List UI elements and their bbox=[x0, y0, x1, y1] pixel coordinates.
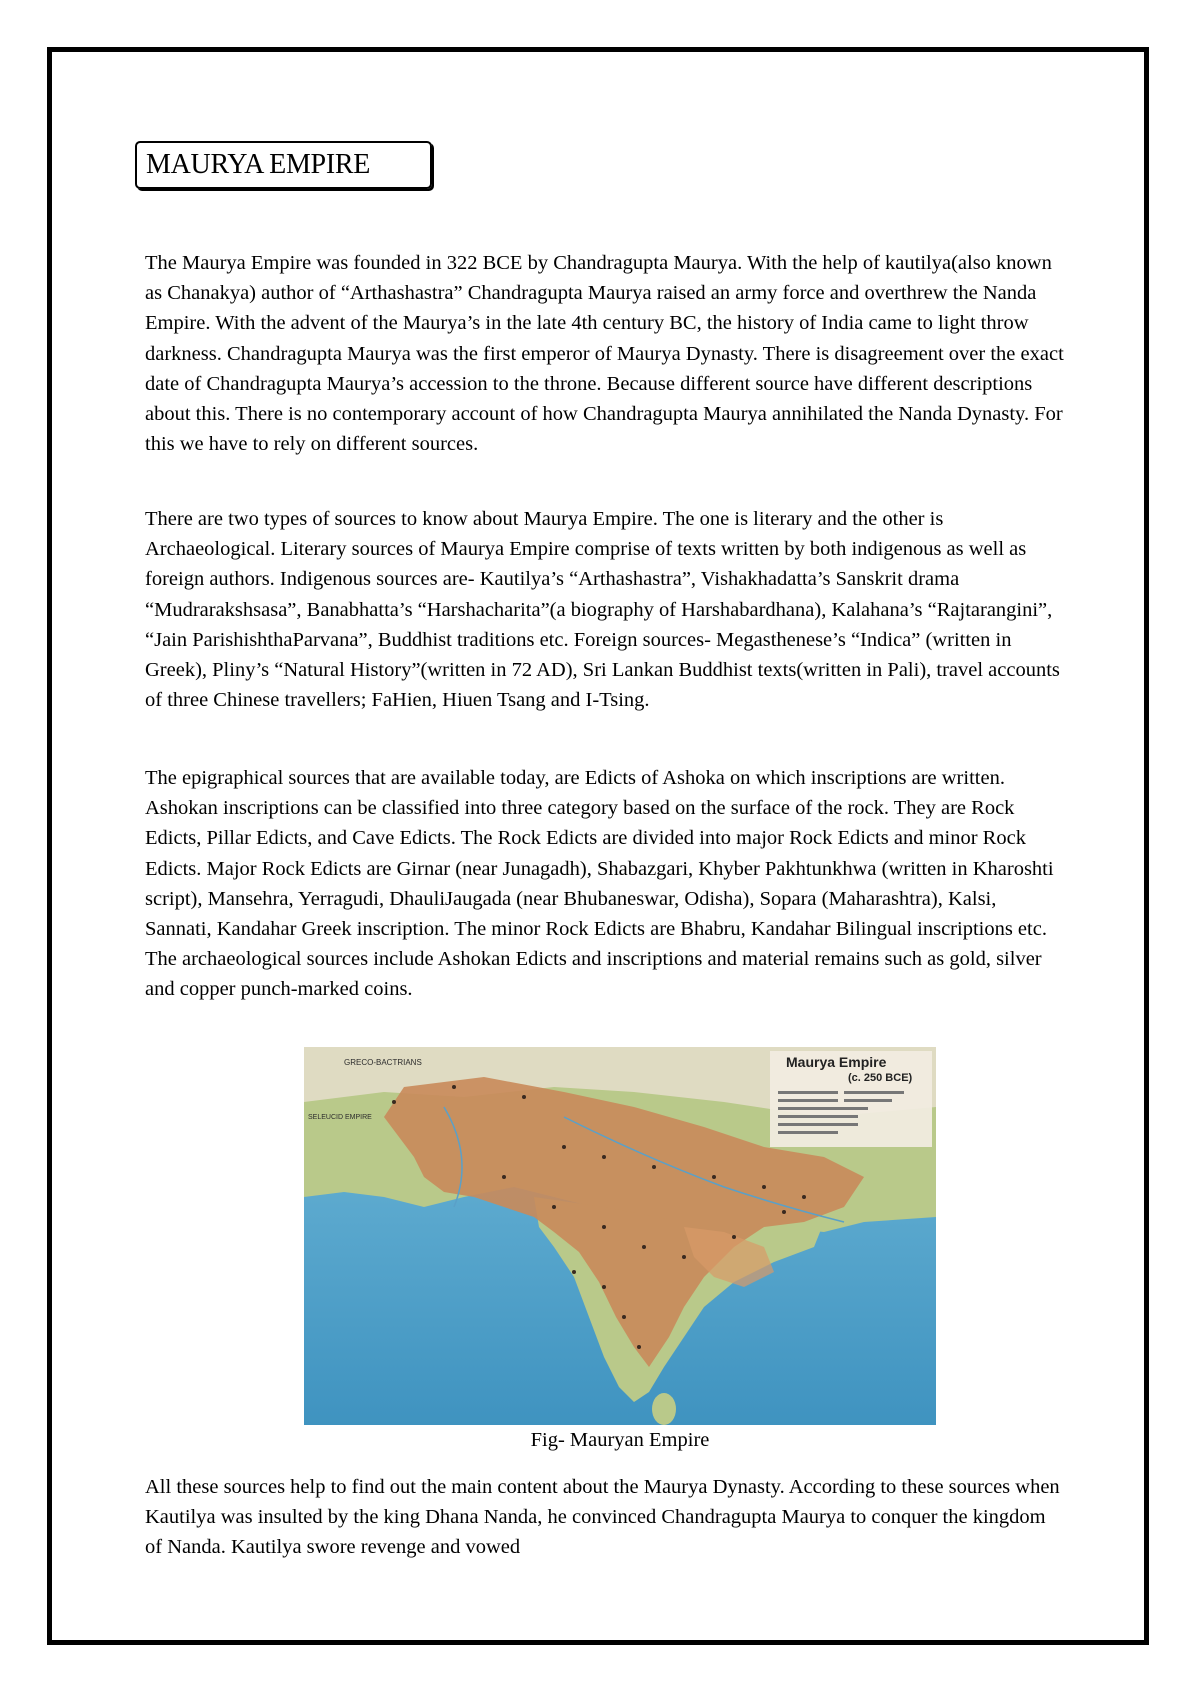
map-title: Maurya Empire bbox=[786, 1054, 887, 1070]
paragraph-intro: The Maurya Empire was founded in 322 BCE by Chandragupta Maurya. With the help of kautilya(also known as Chanakya) author of “Arthashastra” Chandragupta Maurya raised an army force and overthrew the Nanda Empire. With the advent of the Maurya’s in the late 4th century BC, the history of India came to light throw darkness. Chandragupta Maurya was the first emperor of Maurya Dynasty. There is disagreement over the exact date of Chandragupta Maurya’s accession to the throne. Because different source have different descriptions about this. There is no contemporary account of how Chandragupta Maurya annihilated the Nanda Dynasty. For this we have to rely on different sources. bbox=[145, 252, 1064, 456]
map-subtitle: (c. 250 BCE) bbox=[848, 1072, 913, 1084]
figure-caption: Fig- Mauryan Empire bbox=[530, 1429, 710, 1451]
paragraph-epigraphy: The epigraphical sources that are available today, are Edicts of Ashoka on which inscriptions are written. Ashokan inscriptions can be classified into three category based on the surface of the rock. They are Rock Edicts, Pillar Edicts, and Cave Edicts. The Rock Edicts are divided into major Rock Edicts and minor Rock Edicts. Major Rock Edicts are Girnar (near Junagadh), Shabazgari, Khyber Pakhtunkhwa (written in Kharoshti script), Mansehra, Yerragudi, DhauliJaugada (near Bhubaneswar, Odisha), Sopara (Maharashtra), Kalsi, Sannati, Kandahar Greek inscription. The minor Rock Edicts are Bhabru, Kandahar Bilingual inscriptions etc. The archaeological sources include Ashokan Edicts and inscriptions and material remains such as gold, silver and copper punch-marked coins. bbox=[145, 767, 1054, 1001]
map-region-label: GRECO-BACTRIANS bbox=[344, 1058, 422, 1067]
map-region-label: SELEUCID EMPIRE bbox=[308, 1114, 372, 1121]
page-title: MAURYA EMPIRE bbox=[135, 141, 432, 189]
map-legend bbox=[770, 1051, 932, 1147]
maurya-empire-map bbox=[304, 1047, 936, 1425]
paragraph-sources: There are two types of sources to know about Maurya Empire. The one is literary and the other is Archaeological. Literary sources of Maurya Empire comprise of texts written by both indigenous as well as foreign authors. Indigenous sources are- Kautilya’s “Arthashastra”, Vishakhadatta’s Sanskrit drama “Mudrarakshsasa”, Banabhatta’s “Harshacharita”(a biography of Harshabardhana), Kalahana’s “Rajtarangini”, “Jain ParishishthaParvana”, Buddhist traditions etc. Foreign sources- Megasthenese’s “Indica” (written in Greek), Pliny’s “Natural History”(written in 72 AD), Sri Lankan Buddhist texts(written in Pali), travel accounts of three Chinese travellers; FaHien, Hiuen Tsang and I-Tsing. bbox=[145, 508, 1060, 712]
paragraph-conclusion: All these sources help to find out the main content about the Maurya Dynasty. According to these sources when Kautilya was insulted by the king Dhana Nanda, he convinced Chandragupta Maurya to conquer the kingdom of Nanda. Kautilya swore revenge and vowed bbox=[145, 1476, 1060, 1559]
map-graphic bbox=[304, 1047, 936, 1425]
sri-lanka bbox=[652, 1393, 676, 1425]
